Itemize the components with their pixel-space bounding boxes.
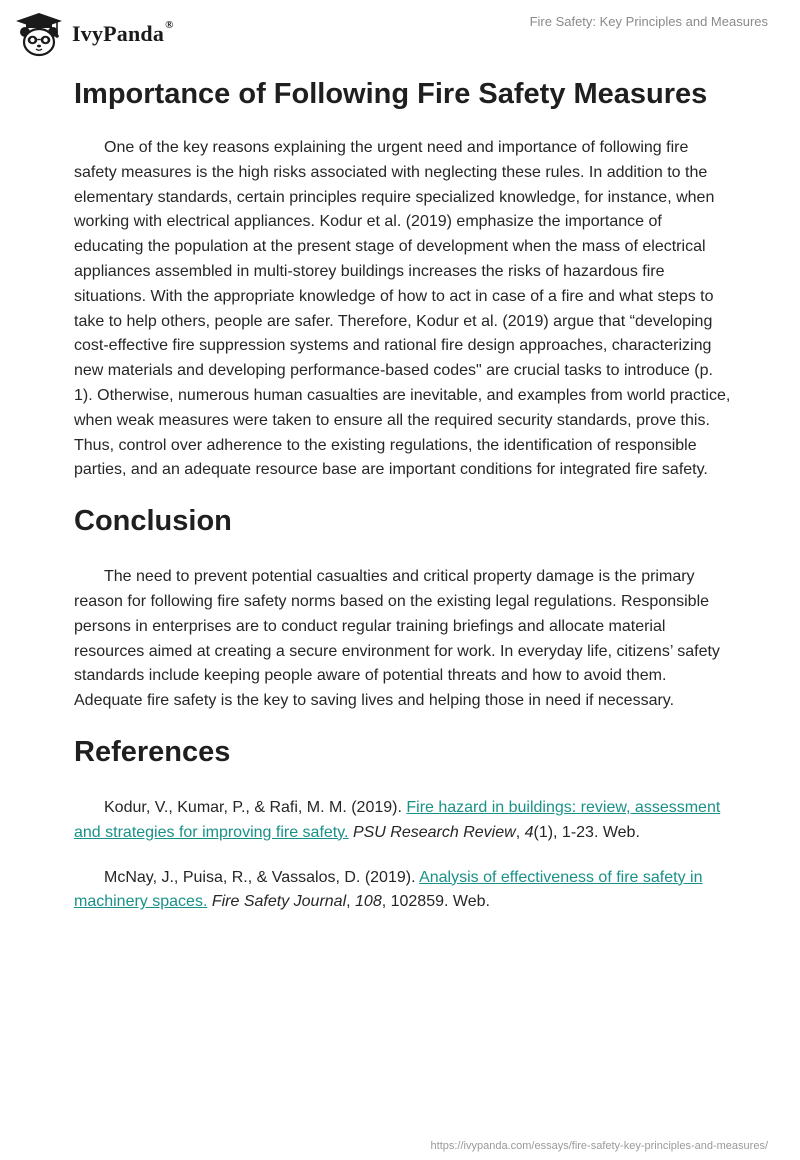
reference-authors: McNay, J., Puisa, R., & Vassalos, D. (2019).	[104, 868, 420, 886]
panda-graduate-icon	[14, 11, 64, 57]
running-title: Fire Safety: Key Principles and Measures	[529, 14, 768, 29]
reference-separator: ,	[515, 823, 525, 841]
reference-volume: 4	[524, 823, 534, 841]
reference-volume: 108	[355, 893, 382, 911]
registered-mark: ®	[165, 19, 174, 31]
reference-title-link[interactable]: Fire hazard in buildings: review, assessment and strategies for improving fire safety.	[74, 798, 721, 841]
document-body	[74, 72, 734, 915]
reference-title-link[interactable]: Analysis of effectiveness of fire safety in machinery spaces.	[74, 868, 703, 911]
reference-pages: (1), 1-23. Web.	[533, 823, 640, 841]
brand-name	[72, 21, 174, 47]
brand-text: IvyPanda	[72, 21, 165, 46]
reference-authors: Kodur, V., Kumar, P., & Rafi, M. M. (2019).	[104, 798, 407, 816]
importance-paragraph: One of the key reasons explaining the urgent need and importance of following fire safety measures is the high risks associated with neglecting these rules. In addition to the elementary standards, certain principles require specialized knowledge, for instance, when working with electrical appliances. Kodur et al. (2019) emphasize the importance of educating the population at the present stage of development when the mass of electrical appliances assembled in multi-storey buildings increases the risks of hazardous fire situations. With the appropriate knowledge of how to act in case of a fire and what steps to take to help others, people are safer. Therefore, Kodur et al. (2019) argue that “developing cost-effective fire suppression systems and rational fire design approaches, characterizing new materials and developing performance-based codes" are crucial tasks to introduce (p. 1). Otherwise, numerous human casualties are inevitable, and examples from world practice, when weak measures were taken to ensure all the required security standards, prove this. Thus, control over adherence to the existing regulations, the identification of responsible parties, and an adequate resource base are important conditions for integrated fire safety.	[74, 139, 731, 479]
reference-journal: PSU Research Review	[352, 823, 516, 841]
section-heading-conclusion: Conclusion	[74, 505, 232, 538]
reference-item	[74, 866, 734, 916]
conclusion-paragraph: The need to prevent potential casualties and critical property damage is the primary reason for following fire safety norms based on the existing legal regulations. Responsible persons in enterprises are to conduct regular training briefings and allocate material resources aimed at creating a secure environment for work. In everyday life, citizens’ safety standards include keeping people aware of potential threats and how to avoid them. Adequate fire safety is the key to saving lives and helping those in need if necessary.	[74, 568, 720, 710]
section-heading-importance: Importance of Following Fire Safety Measures	[74, 78, 708, 110]
reference-item	[74, 796, 734, 846]
section-heading-references: References	[74, 735, 231, 768]
reference-separator: ,	[346, 893, 356, 911]
ivypanda-logo[interactable]	[14, 8, 174, 60]
page-header	[0, 0, 800, 70]
reference-pages: , 102859. Web.	[381, 893, 490, 911]
reference-journal: Fire Safety Journal	[211, 893, 347, 911]
footer-url: https://ivypanda.com/essays/fire-safety-key-principles-and-measures/	[430, 1140, 768, 1152]
